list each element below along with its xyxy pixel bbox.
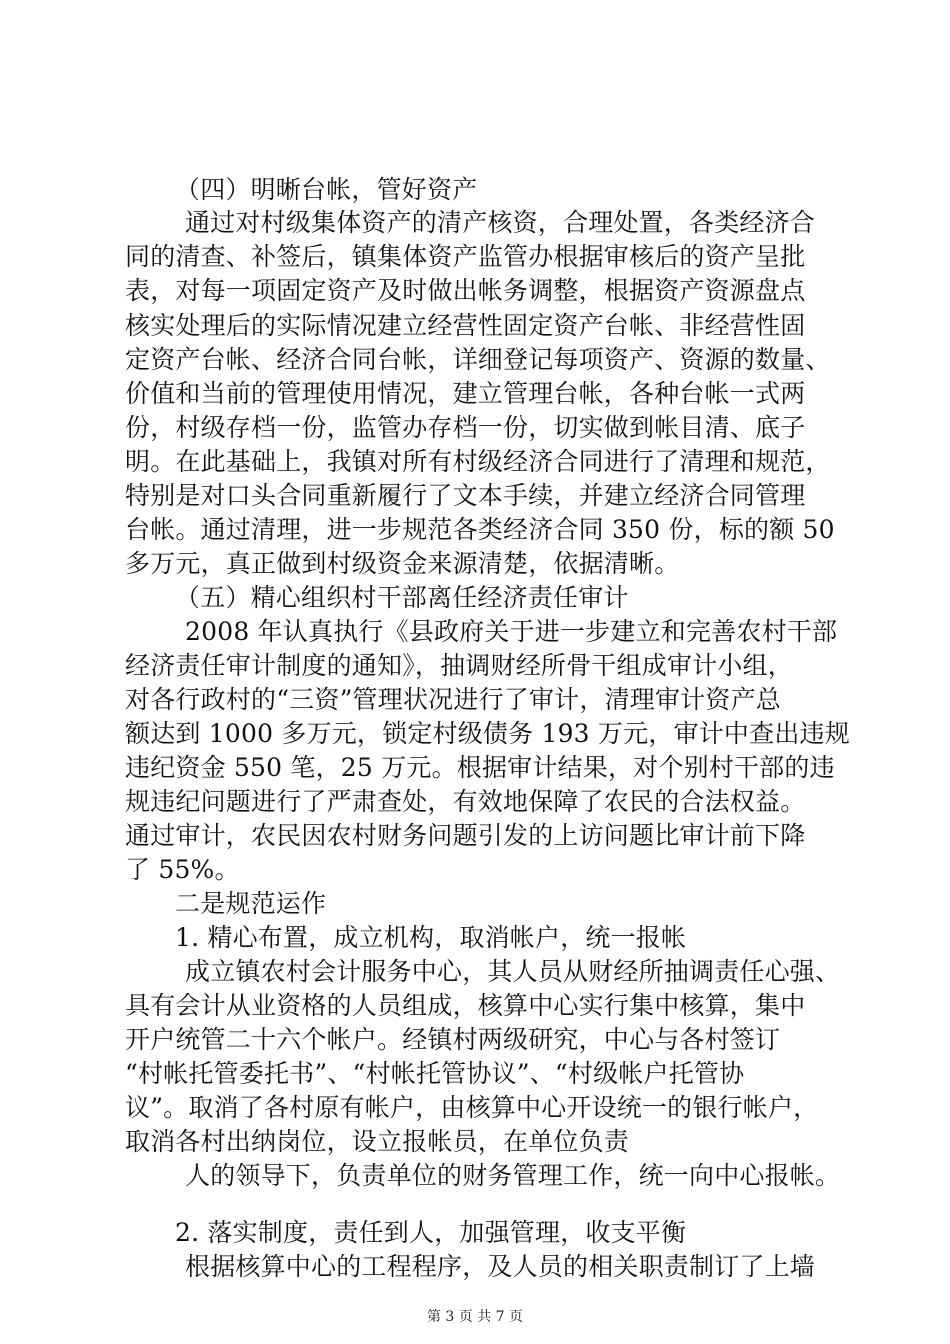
paragraph-line: “村帐托管委托书”、“村帐托管协议”、“村级帐户托管协 (125, 1059, 745, 1088)
paragraph-line: 价值和当前的管理使用情况，建立管理台帐，各种台帐一式两 (125, 379, 806, 408)
paragraph-line: 台帐。通过清理，进一步规范各类经济合同 350 份，标的额 50 (125, 515, 835, 544)
heading-five: （五）精心组织村干部离任经济责任审计 (175, 583, 629, 612)
subheading-one: 1. 精心布置，成立机构，取消帐户，统一报帐 (175, 923, 687, 952)
paragraph-line: 核实处理后的实际情况建立经营性固定资产台帐、非经营性固 (125, 311, 806, 340)
paragraph-line: 明。在此基础上，我镇对所有村级经济合同进行了清理和规范， (125, 447, 831, 476)
paragraph-line: 成立镇农村会计服务中心，其人员从财经所抽调责任心强、 (185, 957, 841, 986)
paragraph-line: 额达到 1000 多万元，锁定村级债务 193 万元，审计中查出违规 (125, 719, 850, 748)
paragraph-line: 对各行政村的“三资”管理状况进行了审计，清理审计资产总 (125, 685, 781, 714)
paragraph-line: 具有会计从业资格的人员组成，核算中心实行集中核算，集中 (125, 991, 806, 1020)
paragraph-line: 经济责任审计制度的通知》，抽调财经所骨干组成审计小组， (125, 651, 793, 680)
paragraph-line: 特别是对口头合同重新履行了文本手续，并建立经济合同管理 (125, 481, 806, 510)
paragraph-line: 议”。取消了各村原有帐户，由核算中心开设统一的银行帐户， (125, 1093, 819, 1122)
paragraph-line: 通过对村级集体资产的清产核资，合理处置，各类经济合 (185, 208, 816, 237)
paragraph-line: 多万元，真正做到村级资金来源清楚，依据清晰。 (125, 549, 680, 578)
paragraph-line: 开户统管二十六个帐户。经镇村两级研究，中心与各村签订 (125, 1025, 781, 1054)
paragraph-line: 通过审计，农民因农村财务问题引发的上访问题比审计前下降 (125, 821, 806, 850)
section-heading: 二是规范运作 (175, 889, 327, 918)
paragraph-line: 违纪资金 550 笔，25 万元。根据审计结果，对个别村干部的违 (125, 753, 835, 782)
paragraph-line: 规违纪问题进行了严肃查处，有效地保障了农民的合法权益。 (125, 787, 806, 816)
paragraph-line: 份，村级存档一份，监管办存档一份，切实做到帐目清、底子 (125, 413, 806, 442)
paragraph-line: 人的领导下，负责单位的财务管理工作，统一向中心报帐。 (185, 1161, 841, 1190)
paragraph-line: 根据核算中心的工程程序，及人员的相关职责制订了上墙 (185, 1252, 816, 1281)
page-footer: 第 3 页 共 7 页 (426, 1309, 524, 1325)
paragraph-line: 取消各村出纳岗位，设立报帐员，在单位负责 (125, 1127, 630, 1156)
heading-four: （四）明晰台帐，管好资产 (175, 175, 478, 204)
paragraph-line: 定资产台帐、经济合同台帐，详细登记每项资产、资源的数量、 (125, 345, 831, 374)
paragraph-line: 2008 年认真执行《县政府关于进一步建立和完善农村干部 (185, 617, 838, 646)
paragraph-line: 同的清查、补签后，镇集体资产监管办根据审核后的资产呈批 (125, 242, 806, 271)
paragraph-line: 表，对每一项固定资产及时做出帐务调整，根据资产资源盘点 (125, 276, 806, 305)
paragraph-line: 了 55%。 (125, 855, 240, 884)
subheading-two: 2. 落实制度，责任到人，加强管理，收支平衡 (175, 1218, 687, 1247)
